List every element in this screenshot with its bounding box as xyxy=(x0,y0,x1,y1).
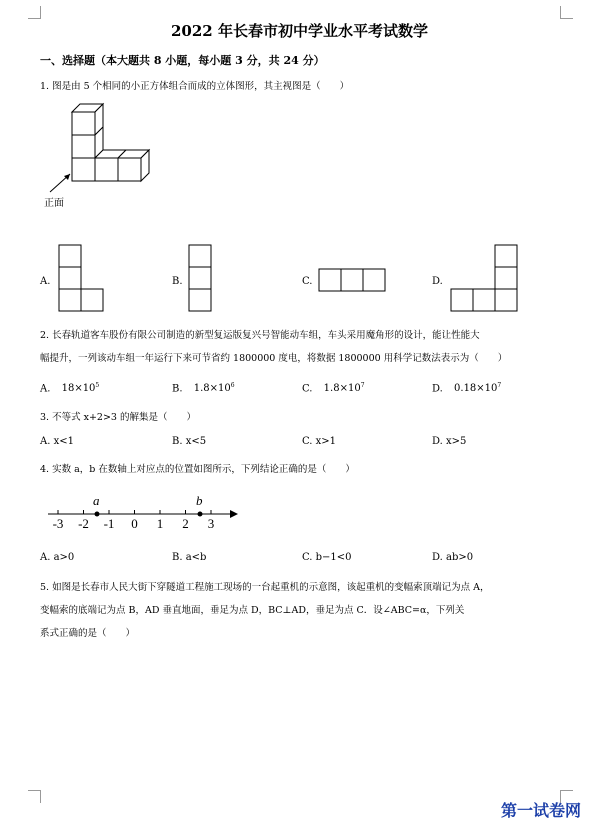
front-label: 正面 xyxy=(44,198,64,209)
q1-stem: 1. 图是由 5 个相同的小正方体组合而成的立体图形，其主视图是（ ） xyxy=(40,81,350,92)
tick-label: 0 xyxy=(131,516,138,531)
q1-option-d-figure xyxy=(450,244,522,314)
q2-option-d xyxy=(432,382,501,394)
q5-line2: 变幅索的底端记为点 B，AD 垂直地面，垂足为点 D，BC⊥AD，垂足为点 C．设∠ABC=α，下列关 xyxy=(40,605,465,616)
q1-option-c-label: C. xyxy=(302,276,313,287)
tick-label: -1 xyxy=(103,516,115,531)
q2-option-d-label: D. xyxy=(432,383,443,395)
q2-option-b-base: 1.8×10 xyxy=(193,383,231,395)
q3-option-a: A. x<1 xyxy=(40,436,74,447)
cube-stack xyxy=(72,104,149,181)
q2-option-c-label: C. xyxy=(302,383,313,395)
q2-option-c-base: 1.8×10 xyxy=(323,383,361,395)
q5-line3: 系式正确的是（ ） xyxy=(40,628,136,639)
page-title: 2022 年长春市初中学业水平考试数学 xyxy=(171,22,428,40)
q2-option-a xyxy=(40,382,99,394)
tick-label: 3 xyxy=(207,516,215,531)
q2-option-d-base: 0.18×10 xyxy=(454,383,498,395)
tick-label: 1 xyxy=(156,516,164,531)
crop-mark-top-right xyxy=(560,6,573,19)
point-a-dot xyxy=(95,512,100,517)
q2-stem-line2: 幅提升，一列该动车组一年运行下来可节省约 1800000 度电，将数据 1800000 用科学记数法表示为（ ） xyxy=(40,353,508,364)
q2-option-a-exp: 5 xyxy=(95,382,100,389)
q3-option-b: B. x<5 xyxy=(172,436,207,447)
q4-option-a: A. a>0 xyxy=(40,552,75,563)
q2-option-a-label: A. xyxy=(40,383,51,395)
tick-label: 2 xyxy=(182,516,189,531)
q2-option-d-exp: 7 xyxy=(497,382,502,389)
q4-option-d: D. ab>0 xyxy=(432,552,474,563)
q4-stem: 4. 实数 a，b 在数轴上对应点的位置如图所示，下列结论正确的是（ ） xyxy=(40,464,355,475)
section-heading: 一、选择题（本大题共 8 小题，每小题 3 分，共 24 分） xyxy=(40,54,325,67)
q2-stem-line1: 2. 长春轨道客车股份有限公司制造的新型复运版复兴号智能动车组，车头采用魔角形的设计，能让性能大 xyxy=(40,330,480,341)
q1-option-d-label: D. xyxy=(432,276,443,287)
q2-option-c-exp: 7 xyxy=(360,382,365,389)
q4-option-b: B. a<b xyxy=(172,552,207,563)
q2-option-b-exp: 6 xyxy=(230,382,235,389)
number-line-ticks xyxy=(53,510,215,531)
point-b-label: b xyxy=(196,493,203,508)
q1-option-b-label: B. xyxy=(172,276,183,287)
number-line-arrow xyxy=(230,510,238,518)
footer-brand-logo: 第一试卷网 xyxy=(500,801,581,820)
q4-number-line xyxy=(46,490,246,532)
q2-option-b xyxy=(172,382,235,394)
q1-option-b-figure xyxy=(188,244,218,314)
q5-line1: 5. 如图是长春市人民大街下穿隧道工程施工现场的一台起重机的示意图，该起重机的变幅索顶端记为点 A， xyxy=(40,582,490,593)
crop-mark-top-left xyxy=(28,6,41,19)
point-a-label: a xyxy=(93,493,100,508)
q1-option-c-figure xyxy=(318,268,390,294)
q2-option-b-label: B. xyxy=(172,383,183,395)
q1-option-a-label: A. xyxy=(40,276,51,287)
tick-label: -3 xyxy=(52,516,64,531)
point-b-dot xyxy=(198,512,203,517)
q1-option-a-figure xyxy=(58,244,108,314)
q3-option-d: D. x>5 xyxy=(432,436,467,447)
q4-option-c: C. b−1<0 xyxy=(302,552,352,563)
q3-option-c: C. x>1 xyxy=(302,436,337,447)
crop-mark-bottom-left xyxy=(28,790,41,803)
q3-stem: 3. 不等式 x+2>3 的解集是（ ） xyxy=(40,412,196,423)
tick-label: -2 xyxy=(78,516,89,531)
q2-option-c xyxy=(302,382,365,394)
q2-option-a-base: 18×10 xyxy=(61,383,96,395)
